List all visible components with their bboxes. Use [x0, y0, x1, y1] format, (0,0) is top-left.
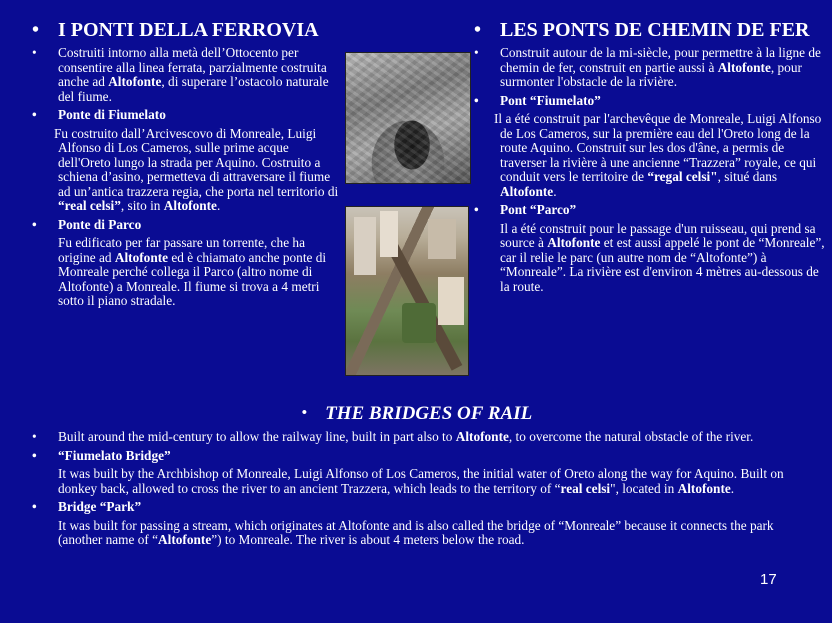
italian-intro-text: Costruiti intorno alla metà dell’Ottocento per consentire alla linea ferrata, parzialmente costruita anche ad	[58, 45, 327, 89]
english-bridge2-text	[32, 519, 802, 548]
french-bridge1-text-a: Il a été construit par l'archevêque de Monreale, Luigi Alfonso de Los Cameros, sur la première eau del l'Oreto long de la route Aquino. Construit sur les dos d'âne, a permis de traverser la rivière à une ancienne “Trazzera” royale, ce qui conduit vers le territoire de	[494, 111, 822, 184]
english-bridge1-text-b: ", located in	[610, 480, 678, 496]
page-number: 17	[760, 571, 777, 588]
italian-intro	[32, 46, 344, 104]
english-bridge2-heading: • Bridge “Park”	[32, 500, 802, 515]
english-bridge2-text-a: It was built for passing a stream, which originates at Altofonte and is also called the bridge of “Monreale” because it connects the park (another name of “	[58, 517, 774, 547]
italian-bridge1-bold-b: Altofonte	[163, 198, 217, 213]
french-title: • LES PONTS DE CHEMIN DE FER	[474, 20, 826, 41]
italian-bridge1-text-c: .	[216, 198, 221, 213]
italian-bridge2-heading: • Ponte di Parco	[32, 218, 344, 233]
french-bridge2-bold-a: Altofonte	[547, 235, 601, 250]
italian-bridge1-text	[32, 127, 344, 214]
french-bridge1-bold-a: “regal celsi"	[647, 169, 718, 184]
french-bridge1-text-c: .	[553, 183, 557, 199]
french-bridge2-text-b: et est aussi appelé le pont de “Monreale”, car il relie le parc (un autre nom de “Altofonte”) à “Monreale”. La rivière est d'environ 4 mètres au-dessous de la route.	[500, 235, 825, 294]
french-bridge1-bold-b: Altofonte	[500, 183, 554, 199]
italian-intro-text-end: , di superare l’ostacolo naturale del fiume.	[58, 74, 329, 104]
italian-intro-bold: Altofonte	[108, 74, 162, 89]
english-bridge1-text-a: It was built by the Archbishop of Monreale, Luigi Alfonso of Los Cameros, the initial water of Oreto along the way for Aquino. Built on donkey back, allowed to cross the river to an ancient Trazzera, which leads to the territory of “	[58, 466, 784, 496]
french-intro-bold: Altofonte	[717, 59, 771, 75]
french-bridge2-text	[474, 222, 826, 295]
english-title: • THE BRIDGES OF RAIL	[301, 403, 533, 424]
english-bridge1-bold-a: real celsi	[560, 480, 611, 496]
english-section	[32, 402, 802, 552]
italian-bridge2-text	[32, 236, 344, 309]
italian-bridge1-bold-a: “real celsi”	[58, 198, 121, 213]
italian-bridge2-bold-a: Altofonte	[114, 249, 169, 265]
italian-bridge1-text-b: , sito in	[120, 198, 164, 213]
french-section	[474, 20, 826, 298]
english-bridge2-text-b: ”) to Monreale. The river is about 4 meters below the road.	[211, 532, 525, 547]
french-intro	[474, 46, 826, 90]
english-intro-text: Built around the mid-century to allow the railway line, built in part also to	[58, 429, 456, 444]
english-intro	[32, 430, 802, 445]
english-bridge1-heading: • “Fiumelato Bridge”	[32, 449, 802, 464]
english-intro-text-end: , to overcome the natural obstacle of the river.	[508, 429, 754, 444]
english-bridge1-text-c: .	[730, 480, 735, 496]
english-bridge2-bold-a: Altofonte	[158, 532, 212, 547]
french-bridge1-text	[474, 112, 826, 199]
italian-bridge1-heading: • Ponte di Fiumelato	[32, 108, 344, 123]
italian-title: • I PONTI DELLA FERROVIA	[32, 20, 344, 41]
italian-bridge1-text-a: Fu costruito dall’Arcivescovo di Monreale, Luigi Alfonso di Los Cameros, sulle prime acque dell'Oreto lungo la strada per Aquino. Costruito a schiena d’asino, permetteva di attraversare il fiume ad un’antica trazzera regia, che porta nel territorio di	[54, 125, 339, 199]
stone-arch-bridge-photo	[345, 52, 471, 184]
english-bridge1-bold-b: Altofonte	[677, 480, 731, 496]
french-bridge1-text-b: , situé dans	[717, 169, 778, 184]
french-bridge2-heading: • Pont “Parco”	[474, 203, 826, 218]
italian-bridge2-text-b: ed è chiamato anche ponte di Monreale perché collega il Parco (altro nome di Altofonte) a Monreale. Il fiume si trova a 4 metri sotto il piano stradale.	[58, 249, 327, 308]
french-bridge1-heading: • Pont “Fiumelato”	[474, 94, 826, 109]
italian-section	[32, 20, 344, 313]
english-bridge1-text	[32, 467, 802, 496]
french-intro-text-end: , pour surmonter l'obstacle de la rivière.	[500, 59, 802, 89]
italian-bridge2-text-a: Fu edificato per far passare un torrente, che ha origine ad	[58, 235, 305, 265]
french-bridge2-text-a: Il a été construit pour le passage d'un ruisseau, qui prend sa source à	[500, 220, 816, 250]
english-intro-bold: Altofonte	[455, 429, 509, 444]
aerial-town-photo	[345, 206, 469, 376]
french-intro-text: Construit autour de la mi-siècle, pour permettre à la ligne de chemin de fer, construit en partie aussi à	[500, 45, 821, 75]
english-title-text: THE BRIDGES OF RAIL	[325, 403, 533, 424]
